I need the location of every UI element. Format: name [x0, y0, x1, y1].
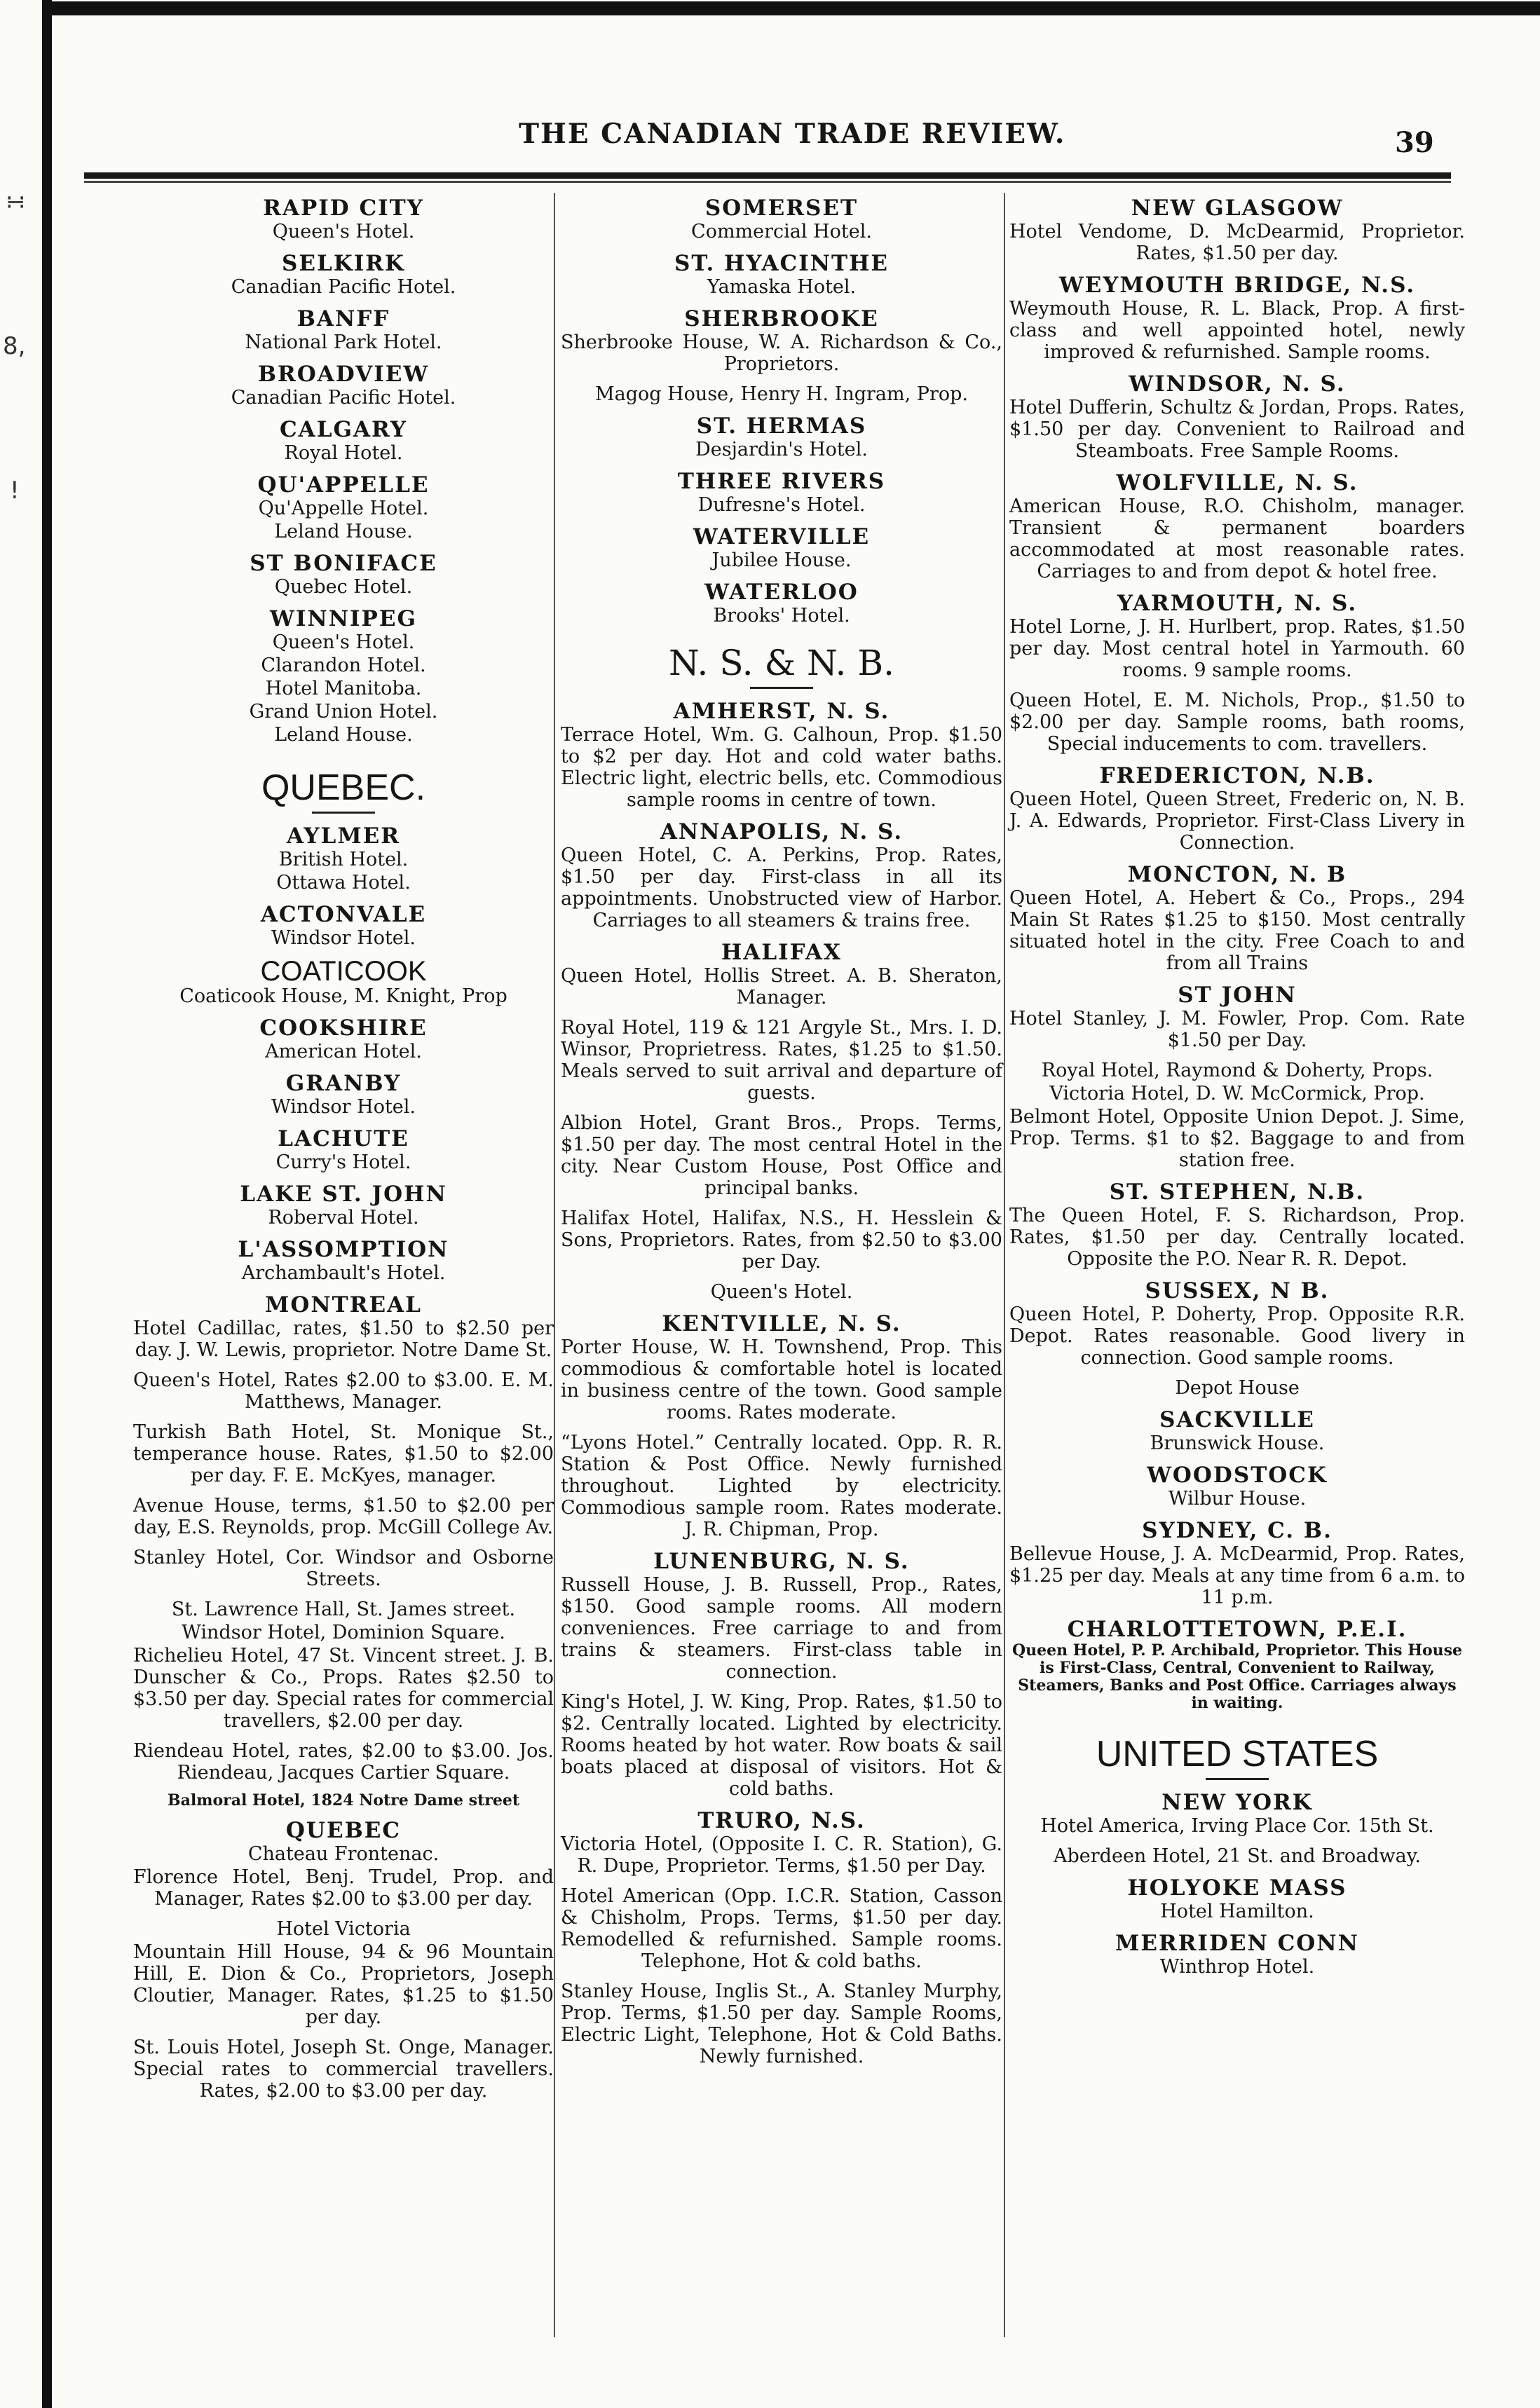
listing-text: Ottawa Hotel.	[276, 872, 411, 894]
top-border	[42, 1, 1540, 15]
place-heading: NEW YORK	[1161, 1790, 1313, 1815]
place-heading: L'ASSOMPTION	[238, 1237, 449, 1262]
section-heading: UNITED STATES	[1096, 1734, 1379, 1774]
listing-text: Leland House.	[274, 521, 413, 542]
listing-text: Queen's Hotel, Rates $2.00 to $3.00. E. M. Matthews, Manager.	[133, 1369, 554, 1413]
listing-text: Queen Hotel, Queen Street, Frederic on, N. B. J. A. Edwards, Proprietor. First-Class Livery in Connection.	[1009, 788, 1465, 854]
place-heading: SHERBROOKE	[684, 306, 879, 331]
page-number: 39	[1395, 126, 1434, 159]
place-heading: CALGARY	[280, 417, 407, 442]
listing-text: Stanley Hotel, Cor. Windsor and Osborne Streets.	[133, 1547, 554, 1590]
listing-text: American Hotel.	[265, 1041, 422, 1062]
place-heading: WINDSOR, N. S.	[1129, 371, 1346, 397]
listing-text: Jubilee House.	[711, 549, 852, 571]
listing-text: Archambault's Hotel.	[241, 1262, 446, 1284]
listing-text: Desjardin's Hotel.	[695, 439, 868, 460]
listing-text: Queen's Hotel.	[272, 631, 415, 653]
place-heading: SYDNEY, C. B.	[1142, 1518, 1333, 1543]
listing-text: Aberdeen Hotel, 21 St. and Broadway.	[1054, 1845, 1421, 1867]
margin-mark-2: 8,	[3, 332, 26, 360]
listing-text: Brunswick House.	[1150, 1432, 1325, 1454]
place-heading: WOODSTOCK	[1147, 1463, 1328, 1488]
listing-text: Florence Hotel, Benj. Trudel, Prop. and Manager, Rates $2.00 to $3.00 per day.	[133, 1866, 554, 1910]
listing-text: Victoria Hotel, D. W. McCormick, Prop.	[1049, 1083, 1425, 1104]
section-heading: QUEBEC.	[261, 767, 426, 808]
listing-text: Stanley House, Inglis St., A. Stanley Murphy, Prop. Terms, $1.50 per day. Sample Rooms, Electric Light, Telephone, Hot & Cold Baths. Newly furnished.	[561, 1981, 1002, 2067]
place-heading: MONTREAL	[265, 1292, 422, 1318]
listing-text: Hotel Manitoba.	[265, 678, 422, 699]
place-heading: HOLYOKE MASS	[1127, 1875, 1347, 1901]
listing-text: Windsor Hotel, Dominion Square.	[182, 1622, 505, 1643]
listing-text: Quebec Hotel.	[274, 576, 413, 598]
listing-text: Royal Hotel, Raymond & Doherty, Props.	[1041, 1060, 1433, 1081]
place-heading: WATERVILLE	[693, 524, 871, 549]
listing-text: Sherbrooke House, W. A. Richardson & Co., Proprietors.	[561, 331, 1002, 375]
listing-text: Canadian Pacific Hotel.	[231, 387, 456, 409]
place-heading: QU'APPELLE	[257, 472, 430, 498]
listing-text: Hotel Stanley, J. M. Fowler, Prop. Com. Rate $1.50 per Day.	[1009, 1008, 1465, 1051]
place-heading: ST JOHN	[1178, 983, 1297, 1008]
listing-text: Richelieu Hotel, 47 St. Vincent street. J. B. Dunscher & Co., Props. Rates $2.50 to $3.50 per day. Special rates for commercial travellers, $2.00 per day.	[133, 1645, 554, 1732]
place-heading: AMHERST, N. S.	[673, 699, 890, 724]
place-heading: NEW GLASGOW	[1131, 196, 1344, 221]
listing-text: National Park Hotel.	[245, 331, 442, 353]
place-heading: AYLMER	[286, 823, 401, 849]
place-heading: MONCTON, N. B	[1127, 862, 1347, 887]
listing-text: Wilbur House.	[1168, 1488, 1307, 1510]
listing-text: Curry's Hotel.	[275, 1151, 411, 1173]
heading-rule	[312, 812, 375, 814]
place-heading: WOLFVILLE, N. S.	[1116, 470, 1358, 495]
place-heading: BROADVIEW	[257, 362, 430, 387]
place-heading: SUSSEX, N B.	[1145, 1278, 1330, 1304]
page-header-title: THE CANADIAN TRADE REVIEW.	[519, 118, 1066, 150]
listing-fine-print: Balmoral Hotel, 1824 Notre Dame street	[168, 1791, 519, 1810]
section-heading: N. S. & N. B.	[669, 643, 894, 683]
listing-text: British Hotel.	[278, 849, 409, 870]
listing-text: Queen's Hotel.	[272, 221, 415, 242]
column-3	[1009, 193, 1465, 1986]
place-heading: ST. HYACINTHE	[674, 251, 890, 276]
heading-rule	[750, 687, 813, 689]
header-rule-thin	[84, 181, 1451, 183]
place-heading: GRANBY	[285, 1071, 402, 1096]
place-heading: HALIFAX	[721, 940, 842, 965]
listing-text: Hotel Hamilton.	[1160, 1901, 1314, 1922]
place-heading: CHARLOTTETOWN, P.E.I.	[1067, 1617, 1408, 1642]
listing-text: Windsor Hotel.	[271, 927, 416, 949]
listing-text: Queen Hotel, A. Hebert & Co., Props., 294 Main St Rates $1.25 to $150. Most centrally situated hotel in the city. Free Coach to and from all Trains	[1009, 887, 1465, 974]
place-heading: COATICOOK	[260, 956, 427, 987]
listing-text: Weymouth House, R. L. Black, Prop. A first-class and well appointed hotel, newly improved & refurnished. Sample rooms.	[1009, 298, 1465, 363]
place-heading: WEYMOUTH BRIDGE, N.S.	[1058, 273, 1416, 298]
listing-fine-print: Queen Hotel, P. P. Archibald, Proprietor. This House is First-Class, Central, Convenient to Railway, Steamers, Banks and Post Office. Carriages always in waiting.	[1011, 1641, 1463, 1712]
listing-text: Canadian Pacific Hotel.	[231, 276, 456, 298]
header-rule	[84, 172, 1451, 179]
column-divider-1	[554, 193, 555, 2337]
listing-text: Queen Hotel, C. A. Perkins, Prop. Rates, $1.50 per day. First-class in all its appointments. Unobstructed view of Harbor. Carriages to all steamers & trains free.	[561, 844, 1002, 931]
listing-text: Hotel Cadillac, rates, $1.50 to $2.50 per day. J. W. Lewis, proprietor. Notre Dame St.	[133, 1318, 554, 1361]
place-heading: SACKVILLE	[1159, 1407, 1315, 1432]
place-heading: SELKIRK	[282, 251, 405, 276]
margin-mark-3: !	[10, 477, 20, 505]
listing-text: Yamaska Hotel.	[707, 276, 857, 298]
place-heading: SOMERSET	[704, 196, 859, 221]
listing-text: Mountain Hill House, 94 & 96 Mountain Hill, E. Dion & Co., Proprietors, Joseph Cloutier, Manager. Rates, $1.25 to $1.50 per day.	[133, 1941, 554, 2028]
place-heading: BANFF	[297, 306, 390, 331]
listing-text: Brooks' Hotel.	[713, 605, 850, 627]
left-border	[42, 0, 52, 2408]
place-heading: FREDERICTON, N.B.	[1099, 763, 1375, 788]
listing-text: Clarandon Hotel.	[261, 655, 426, 676]
listing-text: Dufresne's Hotel.	[697, 494, 866, 516]
place-heading: KENTVILLE, N. S.	[662, 1311, 901, 1336]
place-heading: QUEBEC	[285, 1818, 402, 1843]
listing-text: Queen Hotel, E. M. Nichols, Prop., $1.50 to $2.00 per day. Sample rooms, bath rooms, Special inducements to com. travellers.	[1009, 690, 1465, 755]
listing-text: Royal Hotel, 119 & 121 Argyle St., Mrs. I. D. Winsor, Proprietress. Rates, $1.25 to $1.50. Meals served to suit arrival and departure of guests.	[561, 1017, 1002, 1104]
listing-text: Halifax Hotel, Halifax, N.S., H. Hesslein & Sons, Proprietors. Rates, from $2.50 to $3.00 per Day.	[561, 1208, 1002, 1273]
listing-text: Queen Hotel, P. Doherty, Prop. Opposite R.R. Depot. Rates reasonable. Good livery in connection. Good sample rooms.	[1009, 1304, 1465, 1369]
place-heading: THREE RIVERS	[677, 469, 886, 494]
listing-text: Hotel Victoria	[276, 1918, 411, 1940]
column-divider-2	[1004, 193, 1005, 2337]
listing-text: Royal Hotel.	[284, 442, 403, 464]
listing-text: Commercial Hotel.	[691, 221, 872, 242]
listing-text: Queen Hotel, Hollis Street. A. B. Sheraton, Manager.	[561, 965, 1002, 1008]
listing-text: Hotel Dufferin, Schultz & Jordan, Props. Rates, $1.50 per day. Convenient to Railroad and Steamboats. Free Sample Rooms.	[1009, 397, 1465, 462]
listing-text: Hotel American (Opp. I.C.R. Station, Casson & Chisholm, Props. Terms, $1.50 per day. Remodelled & refurnished. Sample rooms. Telephone, Hot & cold baths.	[561, 1885, 1002, 1972]
listing-text: “Lyons Hotel.” Centrally located. Opp. R. R. Station & Post Office. Newly furnished throughout. Lighted by electricity. Commodious sample room. Rates moderate. J. R. Chipman, Prop.	[561, 1432, 1002, 1540]
place-heading: ST. STEPHEN, N.B.	[1109, 1179, 1365, 1205]
place-heading: ACTONVALE	[260, 902, 427, 927]
listing-text: Turkish Bath Hotel, St. Monique St., temperance house. Rates, $1.50 to $2.00 per day. F. E. McKyes, manager.	[133, 1421, 554, 1486]
place-heading: ST. HERMAS	[696, 413, 867, 439]
place-heading: LAKE ST. JOHN	[240, 1182, 447, 1207]
listing-text: American House, R.O. Chisholm, manager. Transient & permanent boarders accommodated at most reasonable rates. Carriages to and from depot & hotel free.	[1009, 495, 1465, 582]
listing-text: Hotel Vendome, D. McDearmid, Proprietor. Rates, $1.50 per day.	[1009, 221, 1465, 264]
column-1	[133, 193, 554, 2110]
place-heading: YARMOUTH, N. S.	[1117, 591, 1358, 616]
column-2	[561, 193, 1002, 2076]
listing-text: Chateau Frontenac.	[247, 1843, 439, 1865]
listing-text: Depot House	[1175, 1377, 1300, 1399]
place-heading: TRURO, N.S.	[697, 1808, 866, 1833]
listing-text: Terrace Hotel, Wm. G. Calhoun, Prop. $1.50 to $2 per day. Hot and cold water baths. Electric light, electric bells, etc. Commodious sample rooms in centre of town.	[561, 724, 1002, 811]
place-heading: COOKSHIRE	[259, 1015, 428, 1041]
place-heading: LACHUTE	[278, 1126, 409, 1151]
place-heading: ANNAPOLIS, N. S.	[660, 819, 904, 844]
place-heading: LUNENBURG, N. S.	[653, 1549, 910, 1574]
listing-text: Leland House.	[274, 724, 413, 746]
listing-text: Roberval Hotel.	[268, 1207, 419, 1229]
listing-text: Albion Hotel, Grant Bros., Props. Terms, $1.50 per day. The most central Hotel in the city. Near Custom House, Post Office and principal banks.	[561, 1112, 1002, 1199]
listing-text: St. Louis Hotel, Joseph St. Onge, Manager. Special rates to commercial travellers. Rates, $2.00 to $3.00 per day.	[133, 2037, 554, 2102]
place-heading: RAPID CITY	[263, 196, 424, 221]
listing-text: King's Hotel, J. W. King, Prop. Rates, $1.50 to $2. Centrally located. Lighted by electricity. Rooms heated by hot water. Row boats & sail boats placed at disposal of visitors. Hot & cold baths.	[561, 1691, 1002, 1800]
listing-text: Belmont Hotel, Opposite Union Depot. J. Sime, Prop. Terms. $1 to $2. Baggage to and from station free.	[1009, 1106, 1465, 1171]
listing-text: Avenue House, terms, $1.50 to $2.00 per day, E.S. Reynolds, prop. McGill College Av.	[133, 1495, 554, 1538]
listing-text: Winthrop Hotel.	[1159, 1956, 1315, 1978]
listing-text: Riendeau Hotel, rates, $2.00 to $3.00. Jos. Riendeau, Jacques Cartier Square.	[133, 1740, 554, 1784]
listing-text: Bellevue House, J. A. McDearmid, Prop. Rates, $1.25 per day. Meals at any time from 6 a.m. to 11 p.m.	[1009, 1543, 1465, 1608]
place-heading: WINNIPEG	[270, 606, 417, 631]
listing-text: Magog House, Henry H. Ingram, Prop.	[594, 383, 968, 405]
listing-text: St. Lawrence Hall, St. James street.	[171, 1599, 516, 1620]
listing-text: Qu'Appelle Hotel.	[258, 498, 429, 519]
listing-text: Hotel America, Irving Place Cor. 15th St.	[1040, 1815, 1434, 1837]
place-heading: MERRIDEN CONN	[1115, 1931, 1359, 1956]
place-heading: ST BONIFACE	[250, 551, 437, 576]
margin-mark-1: ∺	[6, 188, 26, 216]
listing-text: Coaticook House, M. Knight, Prop	[179, 985, 507, 1007]
listing-text: Porter House, W. H. Townshend, Prop. This commodious & comfortable hotel is located in business centre of the town. Good sample rooms. Rates moderate.	[561, 1336, 1002, 1423]
listing-text: Russell House, J. B. Russell, Prop., Rates, $150. Good sample rooms. All modern conveniences. Free carriage to and from trains & steamers. First-class table in connection.	[561, 1574, 1002, 1683]
listing-text: Grand Union Hotel.	[249, 701, 438, 723]
place-heading: WATERLOO	[704, 580, 859, 605]
listing-text: Hotel Lorne, J. H. Hurlbert, prop. Rates, $1.50 per day. Most central hotel in Yarmouth. 60 rooms. 9 sample rooms.	[1009, 616, 1465, 681]
listing-text: The Queen Hotel, F. S. Richardson, Prop. Rates, $1.50 per day. Centrally located. Opposite the P.O. Near R. R. Depot.	[1009, 1205, 1465, 1270]
listing-text: Victoria Hotel, (Opposite I. C. R. Station), G. R. Dupe, Proprietor. Terms, $1.50 per Day.	[561, 1833, 1002, 1877]
listing-text: Windsor Hotel.	[271, 1096, 416, 1118]
listing-text: Queen's Hotel.	[710, 1281, 853, 1303]
heading-rule	[1206, 1778, 1269, 1780]
